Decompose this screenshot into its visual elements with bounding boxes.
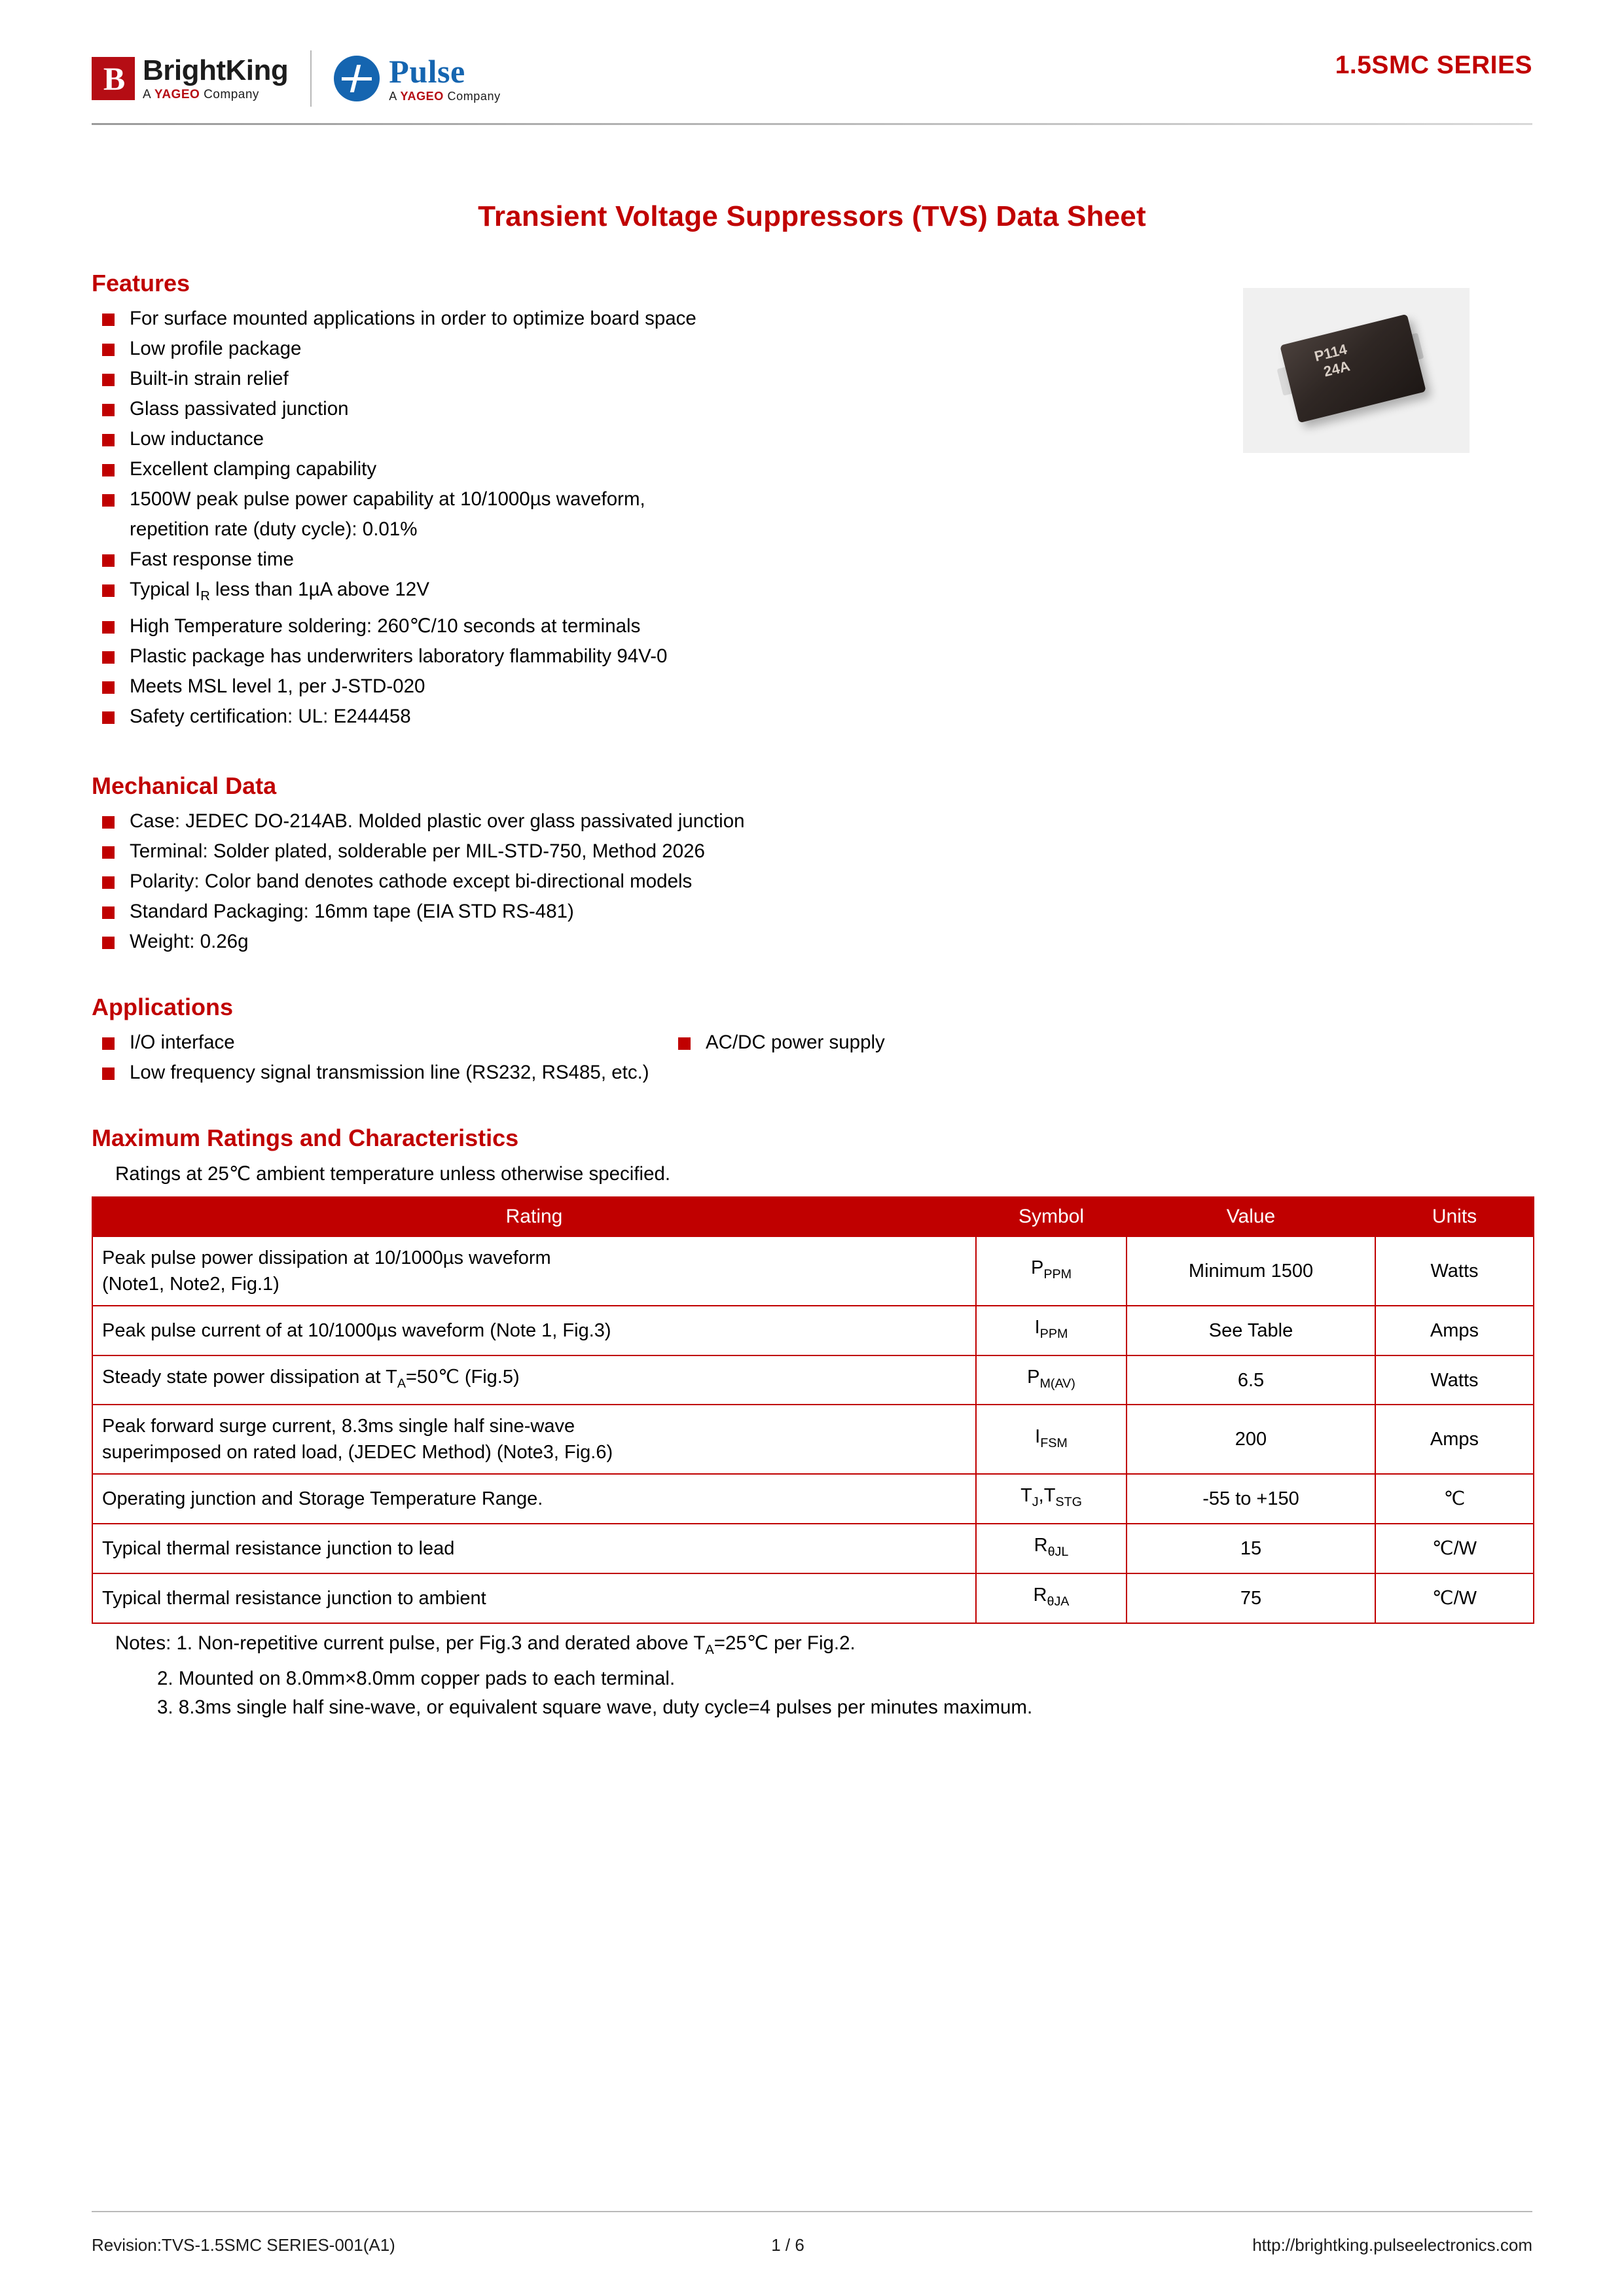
symbol-main: P (1027, 1366, 1040, 1388)
application-text: AC/DC power supply (706, 1031, 885, 1053)
rating-line2: superimposed on rated load, (JEDEC Method) (Note3, Fig.6) (102, 1442, 613, 1463)
cell-rating: Operating junction and Storage Temperature Range. (92, 1474, 976, 1524)
symbol-sub: θJA (1047, 1594, 1070, 1609)
table-row (92, 1306, 1534, 1355)
cell-value: Minimum 1500 (1127, 1236, 1375, 1306)
cell-rating: Peak pulse current of at 10/1000µs waveform (Note 1, Fig.3) (92, 1306, 976, 1355)
cell-rating (92, 1236, 976, 1306)
footer-revision: Revision:TVS-1.5SMC SERIES-001(A1) (92, 2235, 395, 2255)
symbol-sub: PPM (1043, 1266, 1072, 1282)
header-divider (92, 123, 1532, 125)
brightking-wordmark (143, 56, 288, 102)
cell-symbol (976, 1573, 1127, 1623)
mechanical-text: Polarity: Color band denotes cathode except bi-directional models (130, 870, 693, 892)
list-item (92, 364, 1532, 394)
cell-rating: Typical thermal resistance junction to ambient (92, 1573, 976, 1623)
cell-value: -55 to +150 (1127, 1474, 1375, 1524)
list-item (92, 897, 1532, 927)
mechanical-list (92, 806, 1532, 957)
pulse-tagline-yageo: YAGEO (400, 89, 444, 103)
rating-sub: A (397, 1376, 406, 1391)
note-1-sub: A (705, 1642, 714, 1657)
applications-columns (92, 1028, 1532, 1088)
cell-symbol (976, 1236, 1127, 1306)
list-item (92, 545, 1532, 575)
feature-text-continuation: repetition rate (duty cycle): 0.01% (130, 518, 418, 540)
table-notes (115, 1629, 1532, 1722)
list-item (92, 867, 1532, 897)
list-item (92, 304, 1532, 334)
list-item (92, 672, 1532, 702)
list-item (92, 927, 1532, 957)
applications-list-right (668, 1028, 885, 1058)
brightking-tagline-prefix: A (143, 87, 154, 101)
cell-units: ℃/W (1375, 1573, 1534, 1623)
pulse-tagline (389, 90, 500, 103)
table-row (92, 1355, 1534, 1405)
features-list (92, 304, 1532, 732)
cell-symbol (976, 1405, 1127, 1474)
rating-line1: Peak forward surge current, 8.3ms single half sine-wave (102, 1416, 575, 1437)
brightking-name: BrightKing (143, 54, 289, 86)
features-heading: Features (92, 270, 190, 296)
cell-units: Watts (1375, 1355, 1534, 1405)
symbol-sub: M(AV) (1039, 1376, 1075, 1391)
pulse-tagline-suffix: Company (443, 89, 501, 103)
note-1-pre: Notes: 1. Non-repetitive current pulse, per Fig.3 and derated above T (115, 1632, 706, 1654)
list-item (92, 394, 1532, 424)
mechanical-text: Terminal: Solder plated, solderable per MIL-STD-750, Method 2026 (130, 840, 705, 862)
cell-symbol (976, 1306, 1127, 1355)
column-header-rating: Rating (92, 1197, 976, 1236)
cell-symbol (976, 1355, 1127, 1405)
footer-divider (92, 2211, 1532, 2212)
cell-value: 6.5 (1127, 1355, 1375, 1405)
cell-units: ℃ (1375, 1474, 1534, 1524)
page-footer (92, 2235, 1532, 2255)
cell-rating (92, 1405, 976, 1474)
ratings-note: Ratings at 25℃ ambient temperature unless otherwise specified. (115, 1162, 671, 1185)
mechanical-text: Standard Packaging: 16mm tape (EIA STD RS-481) (130, 900, 574, 922)
mechanical-heading: Mechanical Data (92, 772, 277, 799)
applications-heading: Applications (92, 993, 234, 1020)
note-3: 3. 8.3ms single half sine-wave, or equivalent square wave, duty cycle=4 pulses per minutes maximum. (157, 1696, 1033, 1718)
symbol-sub: PPM (1039, 1326, 1068, 1341)
feature-text: 1500W peak pulse power capability at 10/1000µs waveform, (130, 488, 645, 510)
list-item (92, 454, 1532, 484)
feature-text: Glass passivated junction (130, 398, 349, 420)
feature-text: Low profile package (130, 338, 302, 359)
list-item (92, 836, 1532, 867)
cell-units: ℃/W (1375, 1524, 1534, 1573)
symbol-sub: J (1032, 1495, 1039, 1510)
ratings-heading: Maximum Ratings and Characteristics (92, 1124, 519, 1151)
table-row (92, 1573, 1534, 1623)
mechanical-text: Weight: 0.26g (130, 930, 249, 952)
table-row (92, 1405, 1534, 1474)
symbol-sub: FSM (1040, 1435, 1068, 1450)
table-header-row (92, 1197, 1534, 1236)
note-1 (115, 1632, 856, 1657)
photo-mark-line2: 24A (1322, 357, 1352, 380)
column-header-symbol: Symbol (976, 1197, 1127, 1236)
list-item (92, 1058, 1532, 1088)
brightking-tagline-yageo: YAGEO (154, 87, 200, 101)
rating-line1b: =50℃ (Fig.5) (406, 1366, 520, 1388)
cell-units: Amps (1375, 1405, 1534, 1474)
list-item (92, 611, 1532, 641)
symbol-main: T (1020, 1485, 1032, 1507)
feature-text: High Temperature soldering: 260℃/10 seconds at terminals (130, 615, 641, 637)
list-item (92, 334, 1532, 364)
features-section (92, 270, 1532, 732)
list-item (92, 484, 1532, 545)
symbol-main2: ,T (1038, 1485, 1056, 1507)
pulse-logo (334, 54, 500, 103)
cell-units: Watts (1375, 1236, 1534, 1306)
symbol-main: R (1034, 1535, 1048, 1556)
brightking-logo (92, 56, 288, 102)
feature-text: Plastic package has underwriters laboratory flammability 94V-0 (130, 645, 668, 667)
cell-value: See Table (1127, 1306, 1375, 1355)
list-item (92, 641, 1532, 672)
column-header-units: Units (1375, 1197, 1534, 1236)
footer-page-number: 1 / 6 (771, 2235, 804, 2255)
pulse-tagline-prefix: A (389, 89, 401, 103)
rating-line2: (Note1, Note2, Fig.1) (102, 1273, 280, 1295)
feature-text: Meets MSL level 1, per J-STD-020 (130, 675, 425, 697)
ratings-table (92, 1196, 1534, 1624)
application-text: I/O interface (130, 1031, 235, 1053)
symbol-main: R (1033, 1585, 1047, 1606)
table-row (92, 1524, 1534, 1573)
list-item (668, 1028, 885, 1058)
table-row (92, 1236, 1534, 1306)
page-header (92, 0, 1532, 131)
feature-text: Low inductance (130, 428, 264, 450)
applications-section (92, 994, 1532, 1088)
symbol-main: I (1034, 1316, 1040, 1338)
list-item (92, 806, 1532, 836)
cell-value: 15 (1127, 1524, 1375, 1573)
brightking-tagline-suffix: Company (200, 87, 259, 101)
brightking-mark-icon: B (92, 57, 135, 100)
rating-line1: Peak pulse power dissipation at 10/1000µs waveform (102, 1247, 551, 1268)
feature-text: Built-in strain relief (130, 368, 289, 389)
note-2: 2. Mounted on 8.0mm×8.0mm copper pads to each terminal. (157, 1667, 676, 1689)
ratings-section (92, 1124, 1532, 1722)
column-header-value: Value (1127, 1197, 1375, 1236)
cell-units: Amps (1375, 1306, 1534, 1355)
cell-symbol (976, 1524, 1127, 1573)
feature-text: Excellent clamping capability (130, 458, 377, 480)
cell-value: 200 (1127, 1405, 1375, 1474)
table-row (92, 1474, 1534, 1524)
feature-text: Safety certification: UL: E244458 (130, 705, 411, 727)
feature-text: Fast response time (130, 548, 294, 570)
logo-divider (310, 50, 312, 107)
feature-text-ir-pre: Typical I (130, 579, 201, 600)
cell-rating (92, 1355, 976, 1405)
feature-text: For surface mounted applications in order to optimize board space (130, 308, 696, 329)
symbol-sub: θJL (1047, 1545, 1069, 1560)
pulse-name: Pulse (389, 52, 465, 90)
application-text: Low frequency signal transmission line (RS232, RS485, etc.) (130, 1061, 649, 1083)
photo-mark-line1: P114 (1312, 340, 1349, 365)
list-item (92, 424, 1532, 454)
mechanical-section (92, 772, 1532, 957)
symbol-sub2: STG (1055, 1495, 1082, 1510)
footer-url[interactable]: http://brightking.pulseelectronics.com (1252, 2235, 1532, 2255)
series-label: 1.5SMC SERIES (1335, 51, 1532, 79)
list-item (92, 575, 1532, 611)
pulse-mark-icon (334, 56, 380, 101)
cell-rating: Typical thermal resistance junction to lead (92, 1524, 976, 1573)
pulse-wordmark (389, 54, 500, 103)
mechanical-text: Case: JEDEC DO-214AB. Molded plastic over glass passivated junction (130, 810, 745, 832)
note-1-post: =25℃ per Fig.2. (713, 1632, 856, 1654)
feature-text-ir-sub: R (200, 588, 210, 603)
feature-text-ir-post: less than 1µA above 12V (209, 579, 429, 600)
symbol-main: P (1030, 1257, 1044, 1278)
cell-symbol (976, 1474, 1127, 1524)
list-item (92, 702, 1532, 732)
cell-value: 75 (1127, 1573, 1375, 1623)
page-title: Transient Voltage Suppressors (TVS) Data Sheet (478, 200, 1146, 232)
rating-line1: Steady state power dissipation at T (102, 1366, 397, 1388)
symbol-main: I (1035, 1426, 1041, 1447)
brightking-tagline (143, 88, 288, 102)
